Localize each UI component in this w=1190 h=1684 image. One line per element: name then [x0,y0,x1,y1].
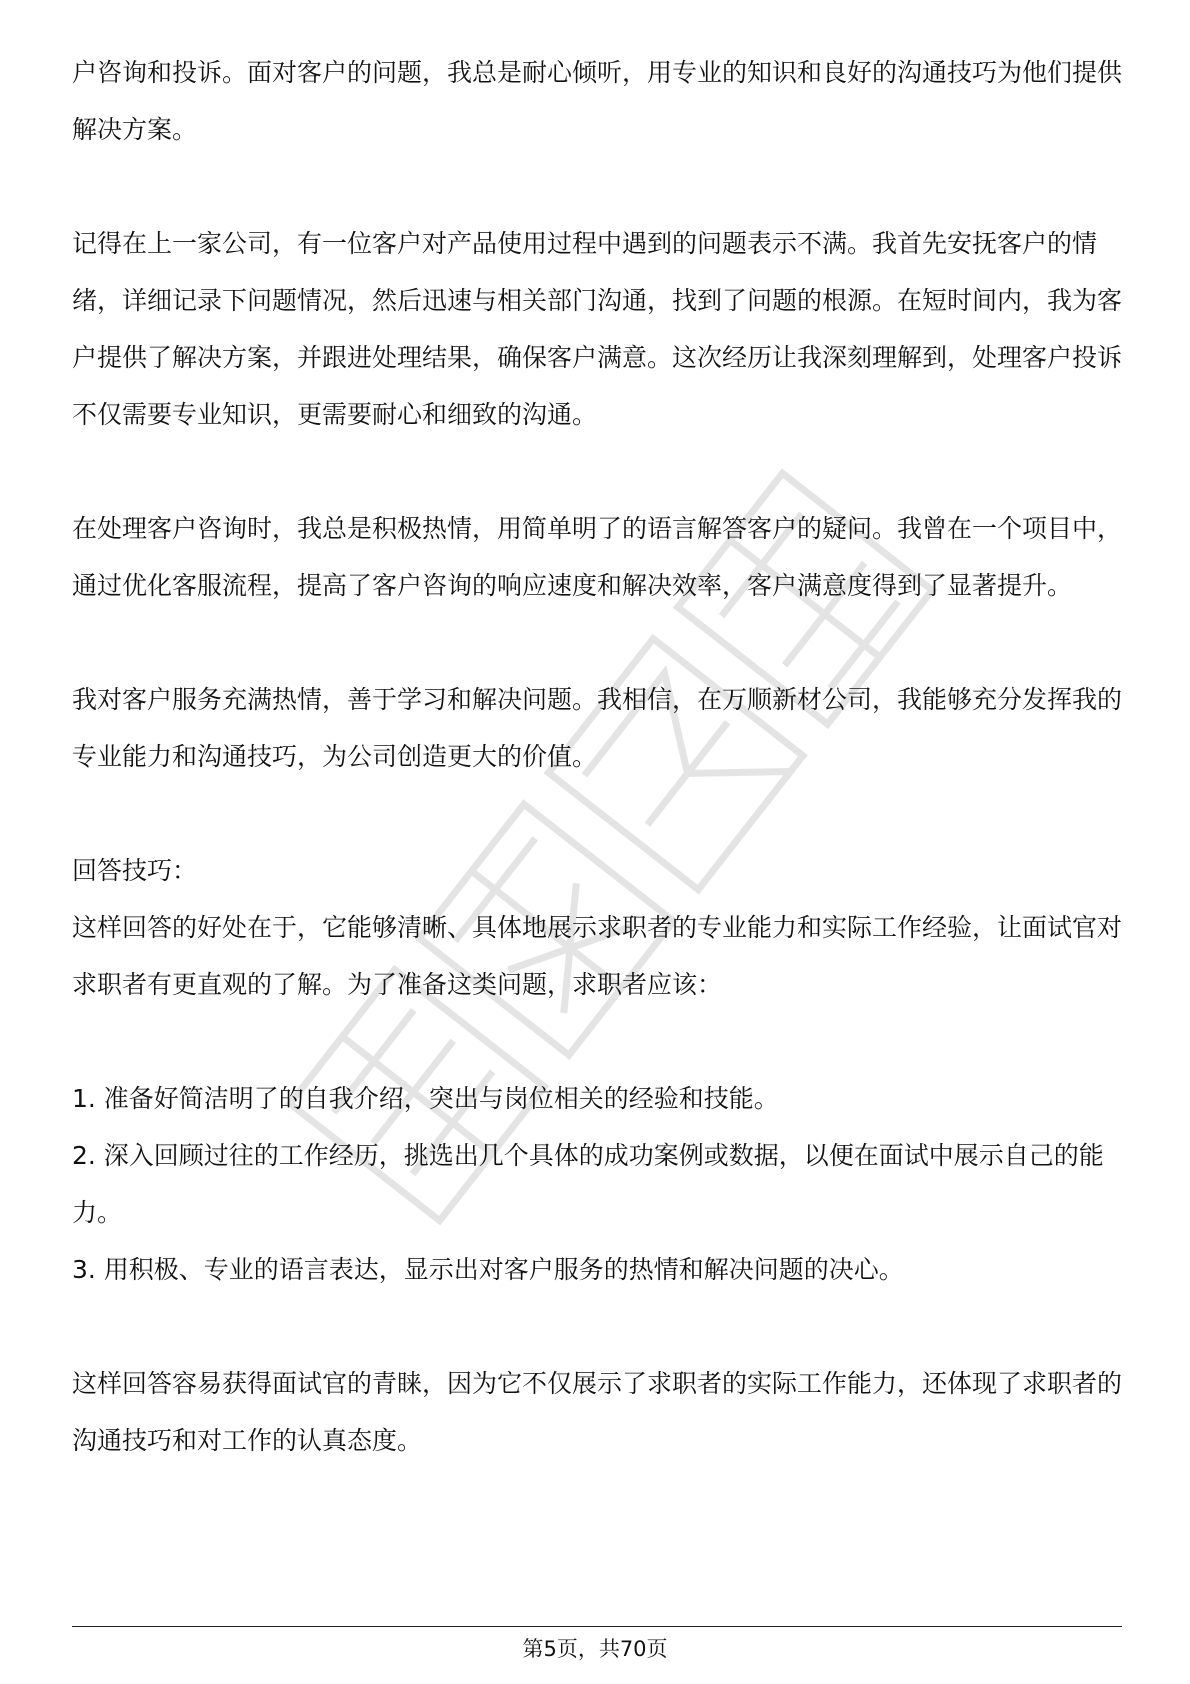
paragraph-gap [72,1013,1122,1070]
page-number: 第5页，共70页 [522,1637,668,1661]
closing-paragraph: 这样回答容易获得面试官的青睐，因为它不仅展示了求职者的实际工作能力，还体现了求职者的沟通技巧和对工作的认真态度。 [72,1369,1123,1455]
tip-item-2: 2. 深入回顾过往的工作经历，挑选出几个具体的成功案例或数据，以便在面试中展示自己的能力。 [72,1141,1104,1227]
paragraph-gap [72,443,1122,500]
paragraph-experience: 记得在上一家公司，有一位客户对产品使用过程中遇到的问题表示不满。我首先安抚客户的情绪，详细记录下问题情况，然后迅速与相关部门沟通，找到了问题的根源。在短时间内，我为客户提供了解决方案，并跟进处理结果，确保客户满意。这次经历让我深刻理解到，处理客户投诉不仅需要专业知识，更需要耐心和细致的沟通。 [72,229,1123,429]
tip-item-1: 1. 准备好简洁明了的自我介绍，突出与岗位相关的经验和技能。 [72,1084,779,1113]
paragraph-gap [72,785,1122,842]
paragraph-motivation: 我对客户服务充满热情，善于学习和解决问题。我相信，在万顺新材公司，我能够充分发挥我的专业能力和沟通技巧，为公司创造更大的价值。 [72,685,1123,771]
tips-intro: 这样回答的好处在于，它能够清晰、具体地展示求职者的专业能力和实际工作经验，让面试官对求职者有更直观的了解。为了准备这类问题，求职者应该： [72,913,1123,999]
paragraph-consulting: 在处理客户咨询时，我总是积极热情，用简单明了的语言解答客户的疑问。我曾在一个项目中，通过优化客服流程，提高了客户咨询的响应速度和解决效率，客户满意度得到了显著提升。 [72,514,1123,600]
document-body [72,44,1122,1469]
footer-divider [72,1626,1122,1627]
tip-item-3: 3. 用积极、专业的语言表达，显示出对客户服务的热情和解决问题的决心。 [72,1255,904,1284]
paragraph-gap [72,614,1122,671]
paragraph-gap [72,1298,1122,1355]
paragraph-intro: 户咨询和投诉。面对客户的问题，我总是耐心倾听，用专业的知识和良好的沟通技巧为他们提供解决方案。 [72,58,1123,144]
paragraph-gap [72,158,1122,215]
tips-heading: 回答技巧： [72,856,198,885]
